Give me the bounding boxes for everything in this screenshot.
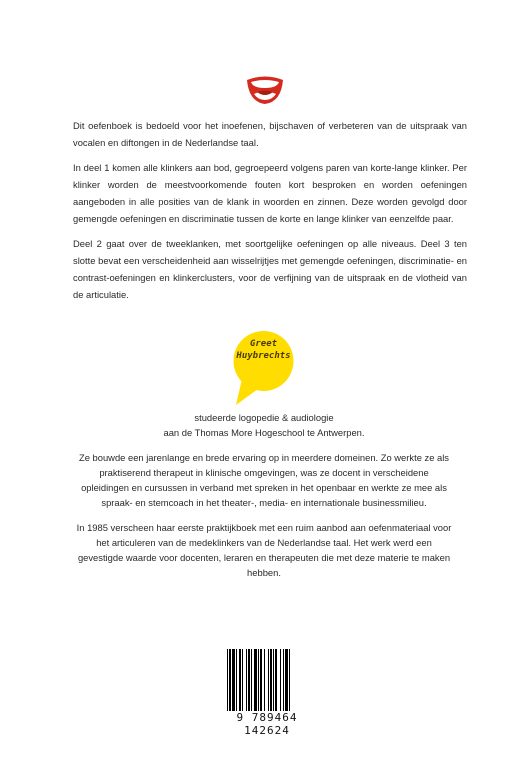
bio-paragraph-3: In 1985 verscheen haar eerste praktijkboek met een ruim aanbod aan oefenmateriaal voor het articuleren van de medeklinkers van de Nederlandse taal. Het werk werd een gevestigde waarde voor docenten, leraren en therapeuten die met deze materie te maken hebben. [76, 522, 452, 578]
intro-paragraph-1: Dit oefenboek is bedoeld voor het inoefenen, bijschaven of verbeteren van de uitspraak van vocalen en diftongen in de Nederlandse taal. [73, 120, 467, 148]
bio-line-2: aan de Thomas More Hogeschool te Antwerpen. [163, 427, 365, 438]
intro-paragraph-3: Deel 2 gaat over de tweeklanken, met soortgelijke oefeningen op alle niveaus. Deel 3 ten slotte bevat een verscheidenheid aan wisselrijtjes met gemengde oefeningen, discriminatie- en contrast-oefeningen en klinkerclusters, voor de verfijning van de uitspraak en de vlotheid van de articulatie. [73, 238, 467, 300]
bio-paragraph-2: Ze bouwde een jarenlange en brede ervaring op in meerdere domeinen. Zo werkte ze als praktiserend therapeut in klinische omgevingen, was ze docent in verscheidene opleidingen en cursussen in verband met spreken in het openbaar en werkte ze mee als spraak- en stemcoach in het theater-, media- en internationale businessmilieu. [78, 452, 449, 508]
open-mouth-icon [245, 74, 285, 106]
isbn-number: 9 789464 142624 [236, 711, 298, 737]
author-last-name: Huybrechts [236, 351, 291, 361]
author-first-name: Greet [249, 339, 278, 349]
author-bio [76, 410, 452, 590]
intro-paragraph-2: In deel 1 komen alle klinkers aan bod, gegroepeerd volgens paren van korte-lange klinker. Per klinker worden de meestvoorkomende fouten kort besproken en worden oefeningen aangeboden in alle posities van de klank in woorden en zinnen. Deze worden gevolgd door gemengde oefeningen en discriminatie tussen de korte en lange klinker van eenzelfde paar. [73, 162, 467, 224]
intro-text [73, 117, 467, 311]
barcode [227, 649, 299, 711]
bio-line-1: studeerde logopedie & audiologie [194, 412, 334, 423]
author-name [232, 338, 295, 362]
